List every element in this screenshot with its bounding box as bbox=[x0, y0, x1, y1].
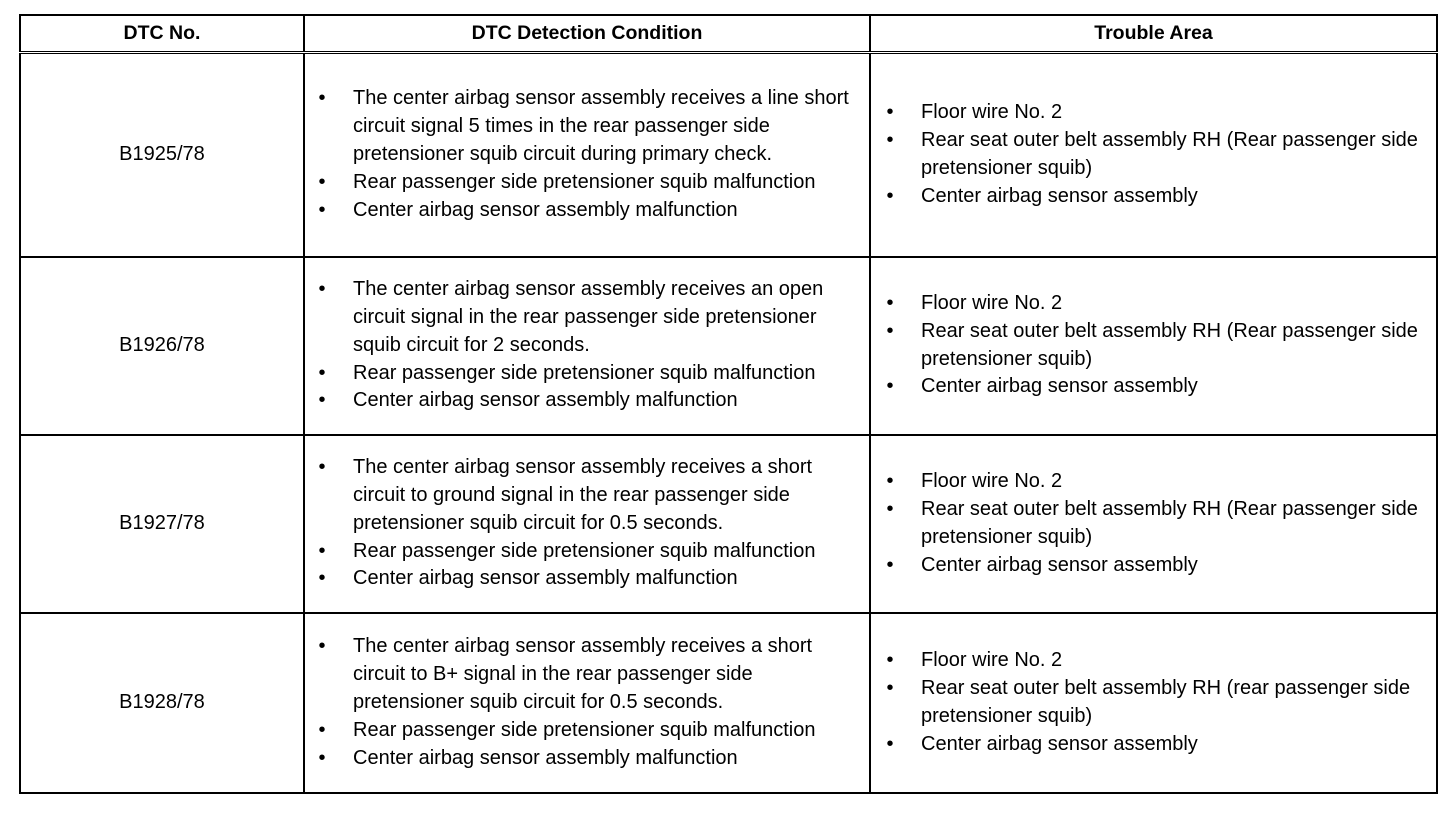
list-item bbox=[305, 276, 869, 359]
list-item bbox=[305, 745, 869, 773]
bullet-icon: • bbox=[886, 129, 894, 152]
bullet-icon: • bbox=[886, 649, 894, 672]
bullet-icon: • bbox=[318, 361, 326, 384]
bullet-icon: • bbox=[886, 101, 894, 124]
condition-list bbox=[305, 633, 869, 772]
trouble-area-text: Floor wire No. 2 bbox=[921, 292, 1063, 315]
trouble-area-text: Center airbag sensor assembly bbox=[921, 375, 1198, 398]
list-item bbox=[873, 99, 1436, 127]
condition-list bbox=[305, 454, 869, 593]
bullet-icon: • bbox=[886, 292, 894, 315]
dtc-code: B1928/78 bbox=[20, 613, 304, 793]
bullet-icon: • bbox=[318, 389, 326, 412]
list-item bbox=[305, 169, 869, 197]
list-item bbox=[873, 675, 1436, 731]
condition-text: The center airbag sensor assembly receives a line short circuit signal 5 times in the rear passenger side pretensioner squib circuit during primary check. bbox=[353, 87, 849, 165]
trouble-area-text: Rear seat outer belt assembly RH (Rear passenger side pretensioner squib) bbox=[921, 319, 1418, 370]
trouble-area-text: Rear seat outer belt assembly RH (Rear passenger side pretensioner squib) bbox=[921, 497, 1418, 548]
list-item bbox=[305, 85, 869, 168]
bullet-icon: • bbox=[886, 732, 894, 755]
list-item bbox=[305, 360, 869, 388]
condition-cell bbox=[304, 435, 870, 613]
list-item bbox=[873, 373, 1436, 401]
bullet-icon: • bbox=[318, 746, 326, 769]
condition-text: Rear passenger side pretensioner squib malfunction bbox=[353, 718, 816, 741]
list-item bbox=[305, 717, 869, 745]
trouble-area-text: Floor wire No. 2 bbox=[921, 649, 1063, 672]
condition-list bbox=[305, 85, 869, 224]
trouble-area-text: Center airbag sensor assembly bbox=[921, 553, 1198, 576]
condition-cell bbox=[304, 613, 870, 793]
bullet-icon: • bbox=[886, 677, 894, 700]
table-row bbox=[20, 435, 1437, 613]
trouble-area-cell bbox=[870, 53, 1437, 257]
bullet-icon: • bbox=[318, 198, 326, 221]
list-item bbox=[873, 552, 1436, 580]
bullet-icon: • bbox=[886, 375, 894, 398]
table-header bbox=[20, 15, 1437, 53]
header-trouble-area: Trouble Area bbox=[870, 15, 1437, 53]
bullet-icon: • bbox=[318, 539, 326, 562]
table-row bbox=[20, 257, 1437, 435]
list-item bbox=[873, 496, 1436, 552]
table-row bbox=[20, 613, 1437, 793]
list-item bbox=[305, 387, 869, 415]
condition-text: The center airbag sensor assembly receives a short circuit to B+ signal in the rear passenger side pretensioner squib circuit for 0.5 seconds. bbox=[353, 635, 813, 714]
list-item bbox=[305, 633, 869, 716]
trouble-area-cell bbox=[870, 257, 1437, 435]
bullet-icon: • bbox=[318, 87, 326, 110]
condition-cell bbox=[304, 257, 870, 435]
header-row bbox=[20, 15, 1437, 53]
trouble-area-text: Center airbag sensor assembly bbox=[921, 732, 1198, 755]
dtc-table bbox=[19, 14, 1438, 794]
trouble-area-cell bbox=[870, 613, 1437, 793]
list-item bbox=[873, 647, 1436, 675]
bullet-icon: • bbox=[318, 278, 326, 301]
condition-text: Center airbag sensor assembly malfunction bbox=[353, 198, 738, 221]
bullet-icon: • bbox=[318, 567, 326, 590]
header-dtc-no: DTC No. bbox=[20, 15, 304, 53]
list-item bbox=[873, 127, 1436, 183]
condition-text: Rear passenger side pretensioner squib malfunction bbox=[353, 539, 816, 562]
trouble-area-list bbox=[871, 99, 1436, 210]
trouble-area-cell bbox=[870, 435, 1437, 613]
bullet-icon: • bbox=[318, 170, 326, 193]
condition-text: Center airbag sensor assembly malfunction bbox=[353, 389, 738, 412]
list-item bbox=[305, 565, 869, 593]
bullet-icon: • bbox=[886, 553, 894, 576]
bullet-icon: • bbox=[886, 184, 894, 207]
trouble-area-list bbox=[871, 647, 1436, 758]
bullet-icon: • bbox=[886, 497, 894, 520]
list-item bbox=[873, 183, 1436, 211]
trouble-area-list bbox=[871, 468, 1436, 579]
dtc-code: B1927/78 bbox=[20, 435, 304, 613]
list-item bbox=[873, 731, 1436, 759]
condition-list bbox=[305, 276, 869, 415]
header-condition: DTC Detection Condition bbox=[304, 15, 870, 53]
condition-text: Center airbag sensor assembly malfunction bbox=[353, 567, 738, 590]
dtc-code: B1925/78 bbox=[20, 53, 304, 257]
bullet-icon: • bbox=[318, 635, 326, 658]
bullet-icon: • bbox=[318, 718, 326, 741]
condition-text: Rear passenger side pretensioner squib malfunction bbox=[353, 170, 816, 193]
condition-text: Rear passenger side pretensioner squib malfunction bbox=[353, 361, 816, 384]
dtc-code: B1926/78 bbox=[20, 257, 304, 435]
condition-text: Center airbag sensor assembly malfunction bbox=[353, 746, 738, 769]
list-item bbox=[305, 197, 869, 225]
bullet-icon: • bbox=[886, 319, 894, 342]
list-item bbox=[873, 318, 1436, 374]
condition-text: The center airbag sensor assembly receives an open circuit signal in the rear passenger side pretensioner squib circuit for 2 seconds. bbox=[353, 278, 824, 356]
bullet-icon: • bbox=[886, 470, 894, 493]
condition-cell bbox=[304, 53, 870, 257]
list-item bbox=[305, 454, 869, 537]
bullet-icon: • bbox=[318, 456, 326, 479]
list-item bbox=[873, 468, 1436, 496]
trouble-area-text: Floor wire No. 2 bbox=[921, 470, 1063, 493]
trouble-area-text: Center airbag sensor assembly bbox=[921, 184, 1198, 207]
table-body bbox=[20, 53, 1437, 794]
list-item bbox=[305, 538, 869, 566]
table-row bbox=[20, 53, 1437, 257]
trouble-area-text: Rear seat outer belt assembly RH (Rear passenger side pretensioner squib) bbox=[921, 129, 1418, 179]
trouble-area-list bbox=[871, 290, 1436, 401]
trouble-area-text: Rear seat outer belt assembly RH (rear passenger side pretensioner squib) bbox=[921, 677, 1411, 727]
trouble-area-text: Floor wire No. 2 bbox=[921, 101, 1063, 124]
list-item bbox=[873, 290, 1436, 318]
condition-text: The center airbag sensor assembly receives a short circuit to ground signal in the rear passenger side pretensioner squib circuit for 0.5 seconds. bbox=[353, 456, 813, 534]
